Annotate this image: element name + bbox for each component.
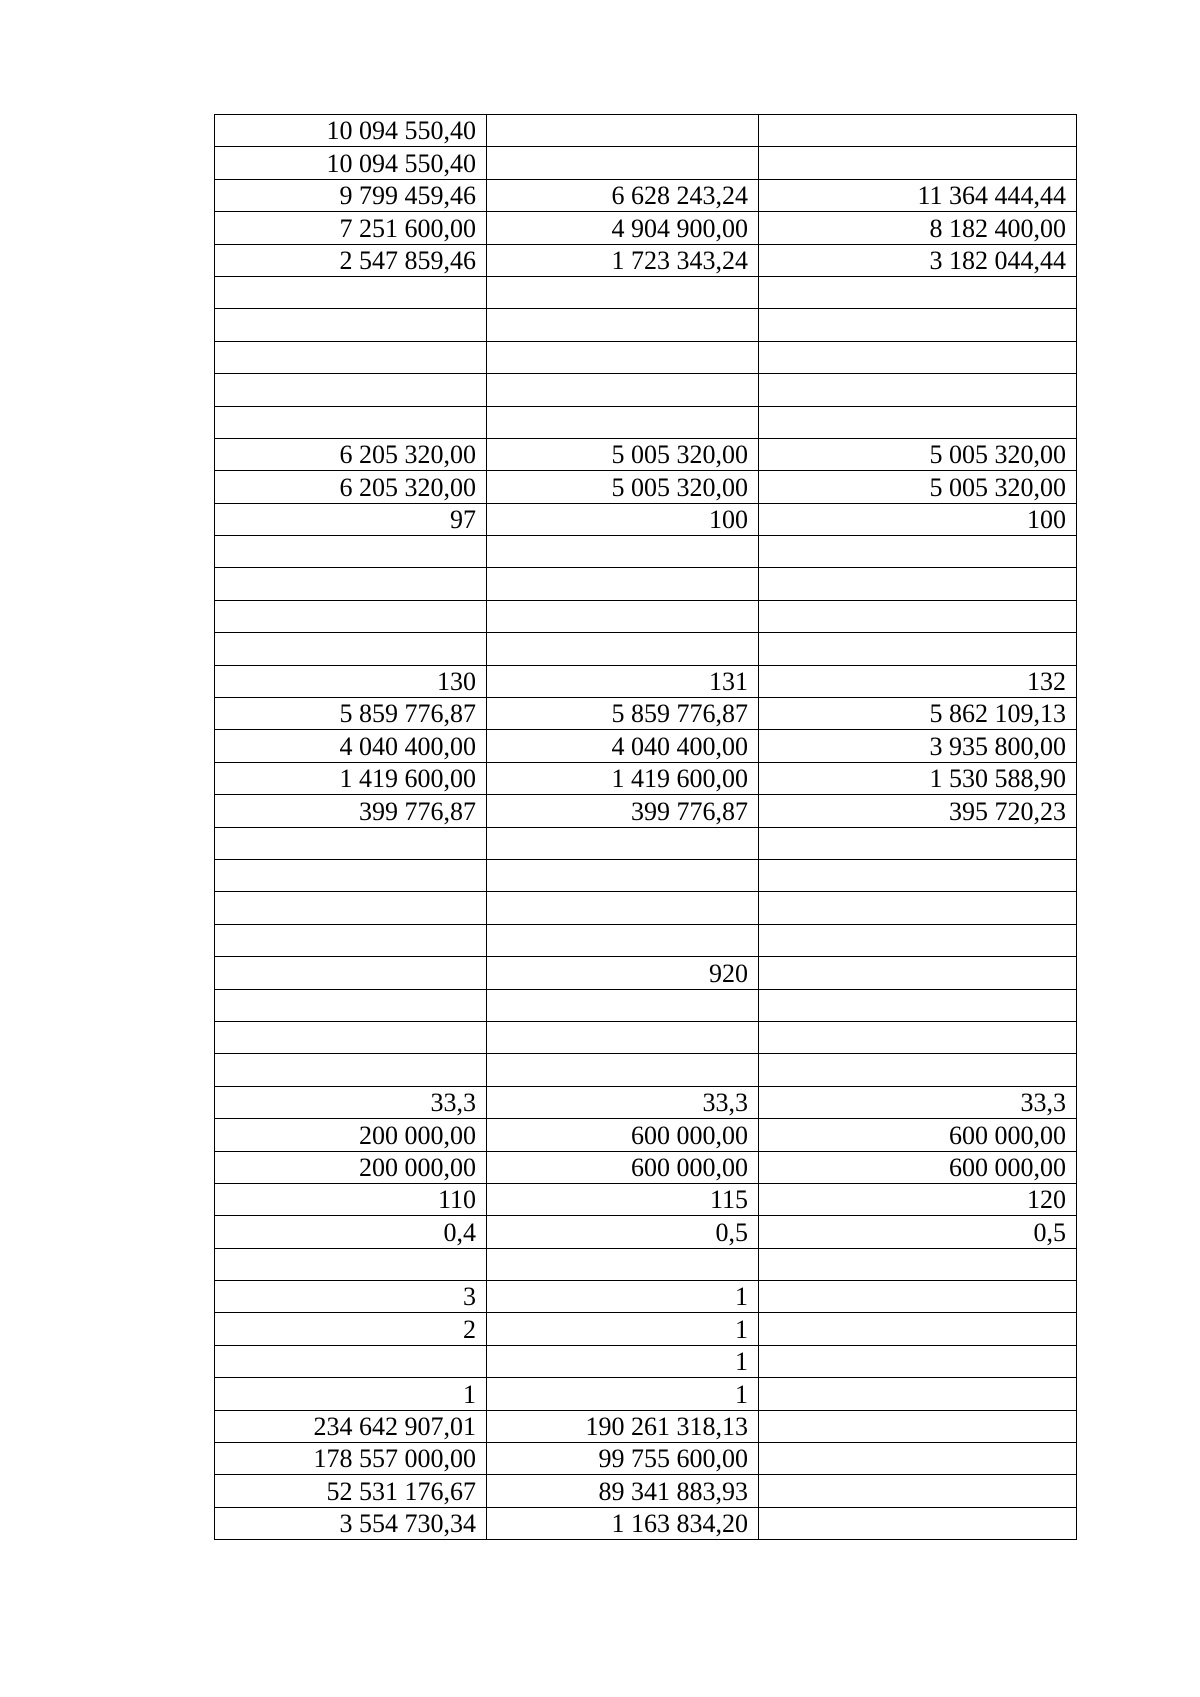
table-row <box>215 179 1077 211</box>
table-cell <box>759 1475 1077 1507</box>
table-cell: 1 723 343,24 <box>487 244 759 276</box>
table-cell <box>487 633 759 665</box>
table-cell <box>759 536 1077 568</box>
table-row <box>215 1443 1077 1475</box>
table-cell <box>759 1313 1077 1345</box>
table-cell: 97 <box>215 503 487 535</box>
table-cell <box>759 1345 1077 1377</box>
table-row <box>215 1345 1077 1377</box>
table-cell <box>215 309 487 341</box>
table-cell: 0,4 <box>215 1216 487 1248</box>
table-cell: 1 <box>487 1378 759 1410</box>
table-cell: 1 419 600,00 <box>487 762 759 794</box>
table-cell <box>487 536 759 568</box>
table-cell: 920 <box>487 957 759 989</box>
table-cell: 1 <box>487 1281 759 1313</box>
table-cell: 5 859 776,87 <box>215 698 487 730</box>
table-cell <box>759 1281 1077 1313</box>
table-cell: 5 005 320,00 <box>487 471 759 503</box>
table-cell: 8 182 400,00 <box>759 212 1077 244</box>
table-cell: 100 <box>759 503 1077 535</box>
table-cell <box>487 309 759 341</box>
table-row <box>215 503 1077 535</box>
table-cell: 120 <box>759 1183 1077 1215</box>
table-cell <box>759 341 1077 373</box>
table-cell <box>487 276 759 308</box>
table-row <box>215 374 1077 406</box>
table-cell <box>487 374 759 406</box>
table-cell <box>215 276 487 308</box>
table-cell: 600 000,00 <box>487 1151 759 1183</box>
table-cell: 399 776,87 <box>487 795 759 827</box>
table-row <box>215 406 1077 438</box>
table-row <box>215 957 1077 989</box>
table-row <box>215 1281 1077 1313</box>
table-cell <box>759 1507 1077 1539</box>
table-cell: 4 904 900,00 <box>487 212 759 244</box>
table-cell <box>215 957 487 989</box>
table-row <box>215 1021 1077 1053</box>
table-cell: 6 205 320,00 <box>215 438 487 470</box>
table-cell <box>487 147 759 179</box>
table-cell: 132 <box>759 665 1077 697</box>
table-cell <box>487 1021 759 1053</box>
table-row <box>215 1216 1077 1248</box>
table-cell: 0,5 <box>487 1216 759 1248</box>
table-cell: 200 000,00 <box>215 1151 487 1183</box>
table-cell <box>487 1054 759 1086</box>
table-cell <box>215 924 487 956</box>
table-cell <box>759 924 1077 956</box>
table-row <box>215 633 1077 665</box>
table-cell <box>759 1248 1077 1280</box>
table-cell <box>759 600 1077 632</box>
table-cell: 1 530 588,90 <box>759 762 1077 794</box>
table-cell: 600 000,00 <box>759 1151 1077 1183</box>
table-row <box>215 309 1077 341</box>
table-cell <box>759 115 1077 147</box>
table-cell <box>215 989 487 1021</box>
table-row <box>215 1119 1077 1151</box>
table-row <box>215 1054 1077 1086</box>
table-cell: 2 547 859,46 <box>215 244 487 276</box>
table-row <box>215 438 1077 470</box>
table-row <box>215 1507 1077 1539</box>
table-cell <box>759 957 1077 989</box>
table-cell <box>215 859 487 891</box>
table-cell: 2 <box>215 1313 487 1345</box>
table-cell: 200 000,00 <box>215 1119 487 1151</box>
table-cell: 3 554 730,34 <box>215 1507 487 1539</box>
table-cell: 1 <box>487 1313 759 1345</box>
table-body <box>215 115 1077 1540</box>
table-row <box>215 147 1077 179</box>
table-cell <box>215 600 487 632</box>
table-cell: 10 094 550,40 <box>215 115 487 147</box>
table-cell <box>215 406 487 438</box>
table-cell <box>487 989 759 1021</box>
table-row <box>215 1151 1077 1183</box>
table-row <box>215 536 1077 568</box>
table-cell: 4 040 400,00 <box>215 730 487 762</box>
table-row <box>215 892 1077 924</box>
table-cell <box>215 633 487 665</box>
table-cell <box>215 568 487 600</box>
table-cell: 33,3 <box>487 1086 759 1118</box>
table-cell <box>759 1443 1077 1475</box>
table-row <box>215 665 1077 697</box>
table-cell: 7 251 600,00 <box>215 212 487 244</box>
table-cell <box>215 341 487 373</box>
table-cell: 1 <box>487 1345 759 1377</box>
table-row <box>215 568 1077 600</box>
table-cell <box>487 568 759 600</box>
table-row <box>215 1475 1077 1507</box>
table-cell <box>759 309 1077 341</box>
table-row <box>215 795 1077 827</box>
table-cell: 99 755 600,00 <box>487 1443 759 1475</box>
table-row <box>215 762 1077 794</box>
table-row <box>215 115 1077 147</box>
table-row <box>215 1313 1077 1345</box>
table-cell: 234 642 907,01 <box>215 1410 487 1442</box>
table-cell: 11 364 444,44 <box>759 179 1077 211</box>
table-cell <box>487 341 759 373</box>
table-row <box>215 924 1077 956</box>
table-cell: 10 094 550,40 <box>215 147 487 179</box>
table-cell <box>759 892 1077 924</box>
table-cell: 5 862 109,13 <box>759 698 1077 730</box>
table-cell <box>759 147 1077 179</box>
table-cell <box>759 276 1077 308</box>
table-row <box>215 1248 1077 1280</box>
table-row <box>215 1086 1077 1118</box>
table-cell <box>759 989 1077 1021</box>
table-cell: 131 <box>487 665 759 697</box>
table-cell <box>487 600 759 632</box>
table-row <box>215 341 1077 373</box>
table-cell: 4 040 400,00 <box>487 730 759 762</box>
table-cell: 1 419 600,00 <box>215 762 487 794</box>
table-cell: 110 <box>215 1183 487 1215</box>
table-cell: 130 <box>215 665 487 697</box>
table-cell: 600 000,00 <box>487 1119 759 1151</box>
table-row <box>215 1410 1077 1442</box>
table-row <box>215 276 1077 308</box>
table-row <box>215 244 1077 276</box>
table-cell <box>759 406 1077 438</box>
table-row <box>215 1183 1077 1215</box>
table-cell: 6 205 320,00 <box>215 471 487 503</box>
table-cell <box>215 827 487 859</box>
table-cell: 395 720,23 <box>759 795 1077 827</box>
table-cell: 33,3 <box>215 1086 487 1118</box>
table-cell <box>487 115 759 147</box>
table-cell <box>215 536 487 568</box>
table-cell <box>215 1345 487 1377</box>
table-cell <box>759 1021 1077 1053</box>
table-row <box>215 600 1077 632</box>
table-cell <box>215 1021 487 1053</box>
data-table <box>214 114 1077 1540</box>
table-row <box>215 698 1077 730</box>
table-cell <box>759 568 1077 600</box>
table-cell <box>215 892 487 924</box>
table-cell: 5 005 320,00 <box>759 438 1077 470</box>
table-cell <box>759 374 1077 406</box>
table-row <box>215 730 1077 762</box>
table-cell: 33,3 <box>759 1086 1077 1118</box>
table-cell <box>215 374 487 406</box>
table-row <box>215 989 1077 1021</box>
table-cell: 5 005 320,00 <box>759 471 1077 503</box>
table-cell <box>487 892 759 924</box>
table-cell <box>487 827 759 859</box>
table-cell <box>487 406 759 438</box>
table-cell: 115 <box>487 1183 759 1215</box>
table-cell <box>759 859 1077 891</box>
table-cell: 399 776,87 <box>215 795 487 827</box>
table-cell: 1 163 834,20 <box>487 1507 759 1539</box>
table-cell: 6 628 243,24 <box>487 179 759 211</box>
table-cell <box>759 1054 1077 1086</box>
table-cell: 0,5 <box>759 1216 1077 1248</box>
table-cell: 100 <box>487 503 759 535</box>
table-cell: 89 341 883,93 <box>487 1475 759 1507</box>
table-cell <box>759 1378 1077 1410</box>
table-cell: 52 531 176,67 <box>215 1475 487 1507</box>
table-cell <box>487 859 759 891</box>
table-cell: 600 000,00 <box>759 1119 1077 1151</box>
table-row <box>215 859 1077 891</box>
table-cell <box>215 1054 487 1086</box>
table-cell: 3 182 044,44 <box>759 244 1077 276</box>
table-cell <box>759 1410 1077 1442</box>
table-cell <box>487 1248 759 1280</box>
table-cell: 9 799 459,46 <box>215 179 487 211</box>
table-cell <box>215 1248 487 1280</box>
table-cell <box>759 827 1077 859</box>
table-row <box>215 471 1077 503</box>
table-cell: 178 557 000,00 <box>215 1443 487 1475</box>
table-row <box>215 1378 1077 1410</box>
table-cell: 5 859 776,87 <box>487 698 759 730</box>
table-cell: 3 <box>215 1281 487 1313</box>
table-cell <box>759 633 1077 665</box>
table-cell <box>487 924 759 956</box>
table-cell: 1 <box>215 1378 487 1410</box>
table-row <box>215 827 1077 859</box>
table-row <box>215 212 1077 244</box>
table-cell: 190 261 318,13 <box>487 1410 759 1442</box>
table-cell: 3 935 800,00 <box>759 730 1077 762</box>
table-cell: 5 005 320,00 <box>487 438 759 470</box>
